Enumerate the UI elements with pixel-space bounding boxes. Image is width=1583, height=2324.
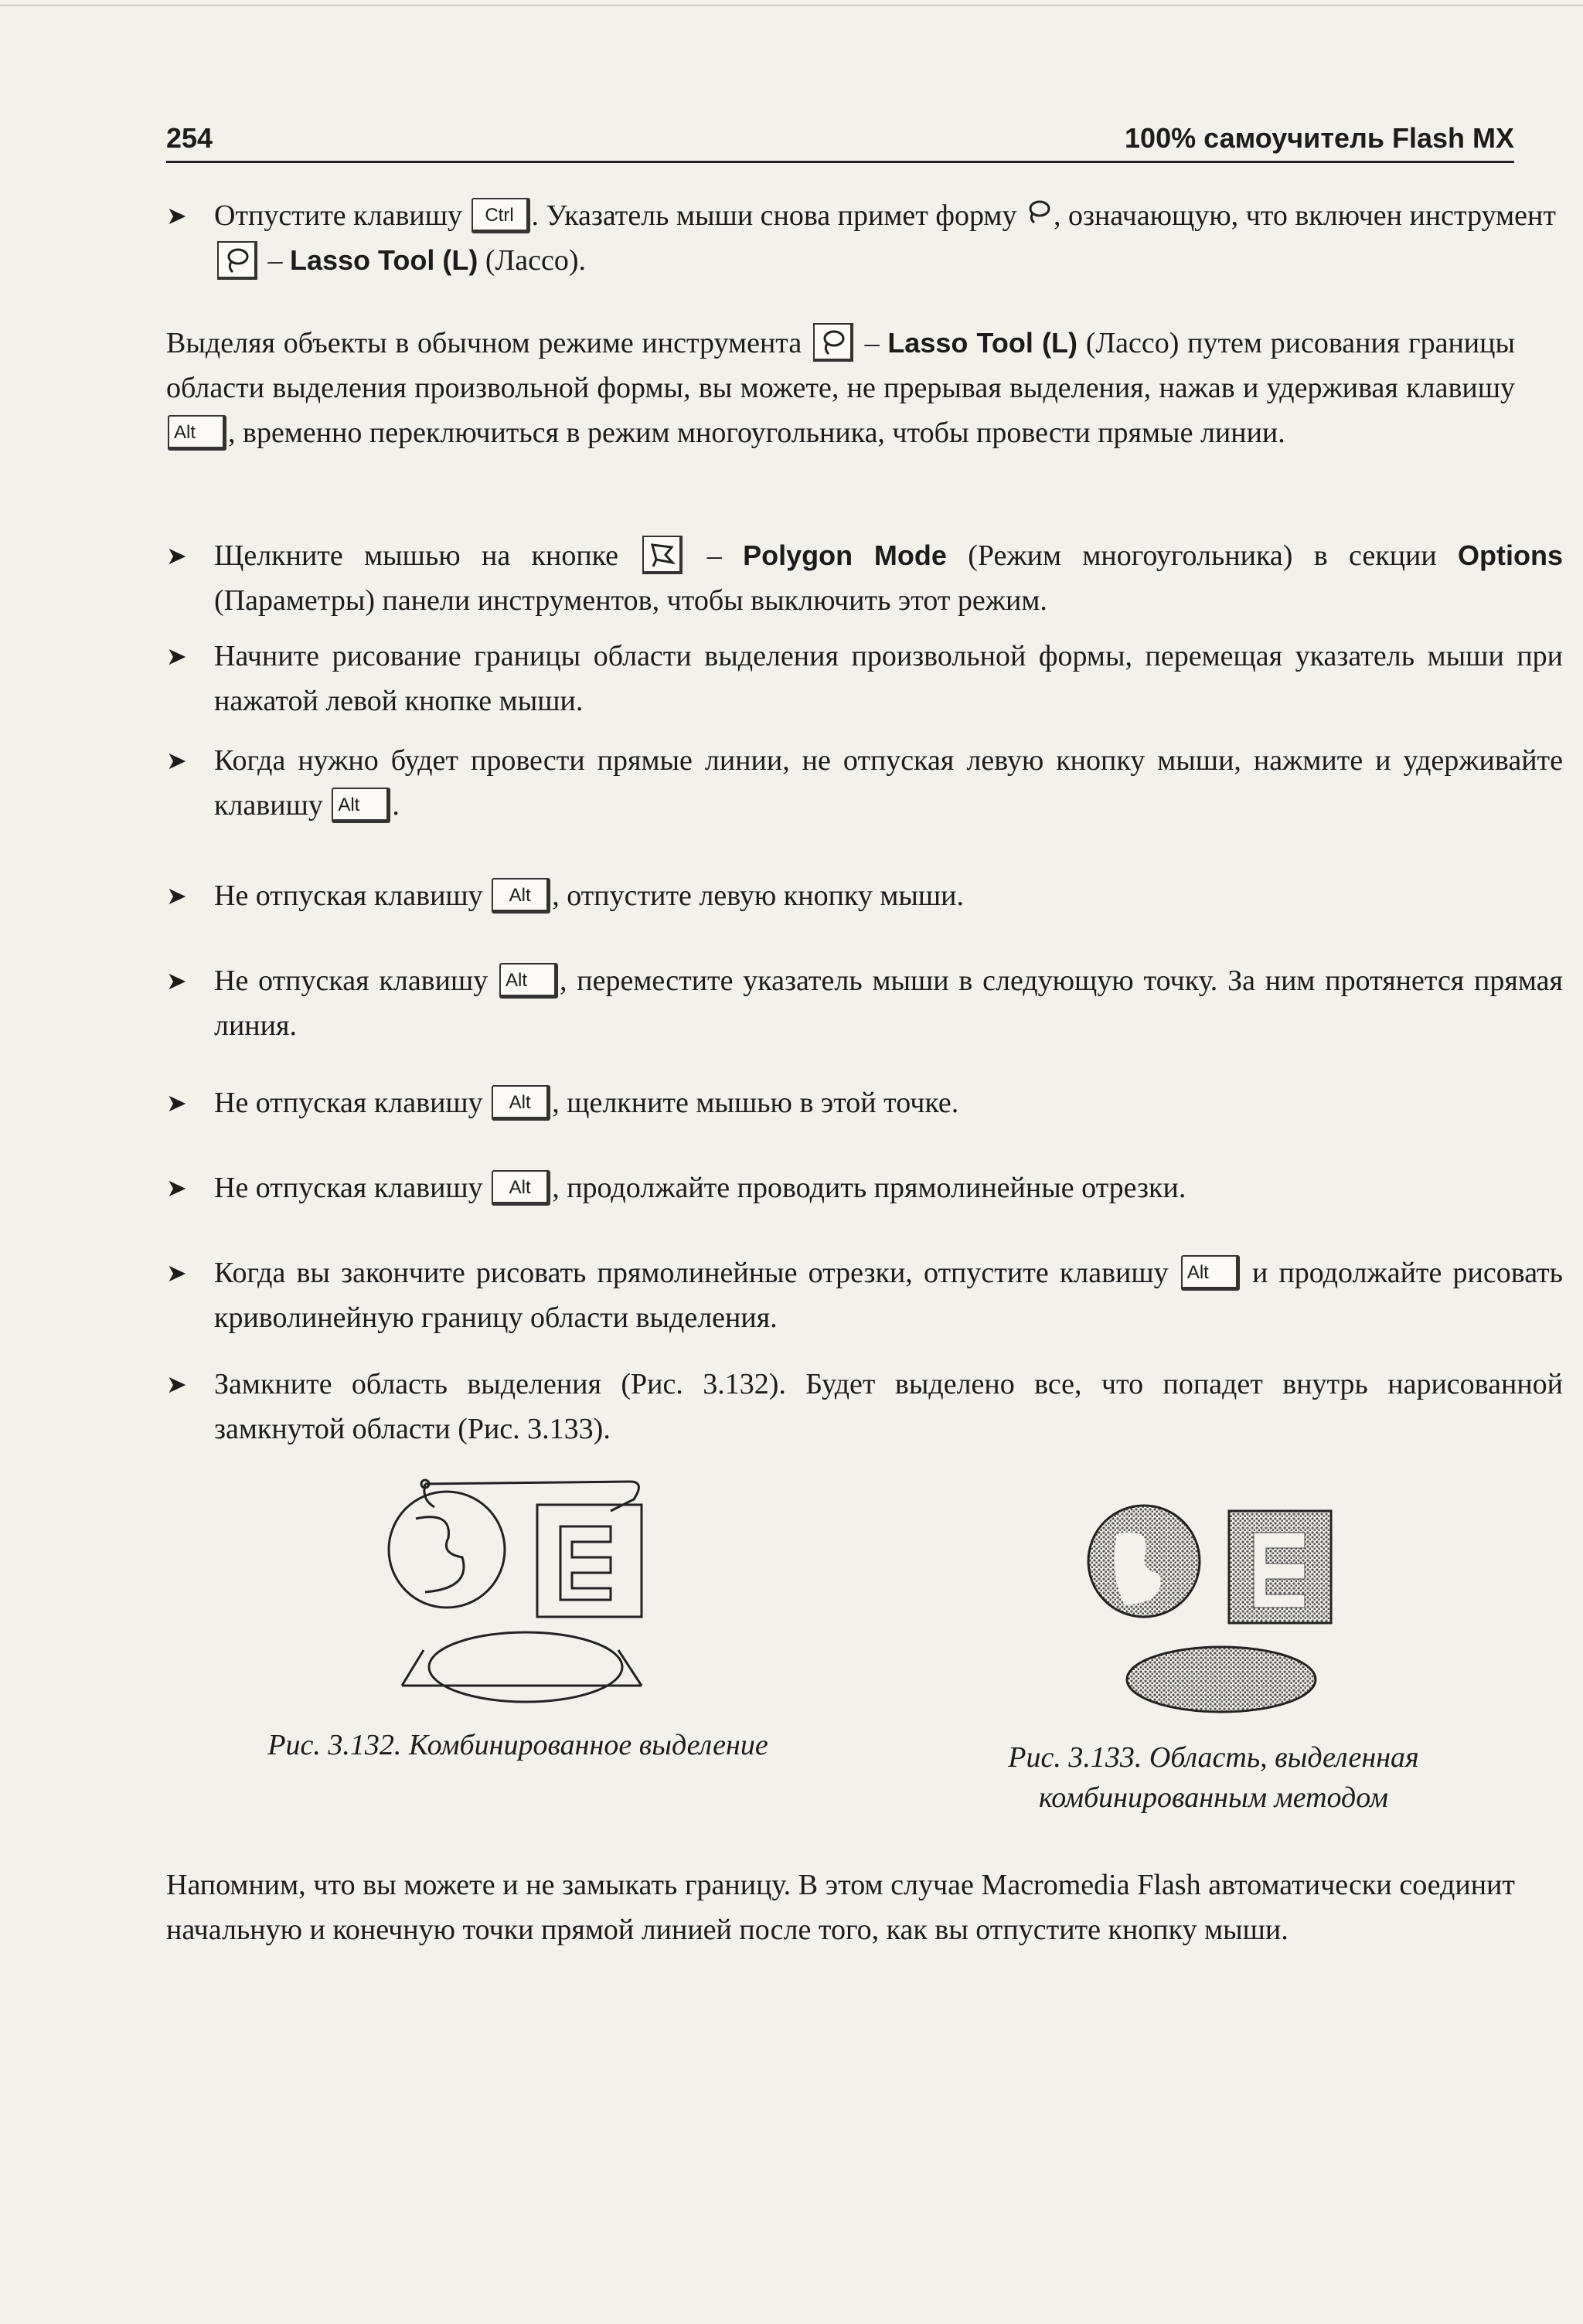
lasso-tool-name: Lasso Tool (L) [887,327,1078,359]
bullet-close-selection: ➤ Замкните область выделения (Рис. 3.132). Будет выделено все, что попадет внутрь нарисованной замкнутой области (Рис. 3.133). [166,1362,1563,1451]
polygon-mode-icon [642,536,683,574]
bullet-hold-alt: ➤ Когда нужно будет провести прямые линии, не отпуская левую кнопку мыши, нажмите и удерживайте клавишу Alt . [166,738,1563,828]
scan-edge-line [0,5,1583,6]
caption-line: комбинированным методом [1038,1781,1389,1814]
paragraph-lasso-intro: Выделяя объекты в обычном режиме инструмента – Lasso Tool (L) (Лассо) путем рисования границы области выделения произвольной формы, вы можете, не прерывая выделения, нажав и удерживая клавишу Alt , временно переключиться в режим многоугольника, чтобы провести прямые линии. [166,321,1515,455]
bullet-move-pointer: ➤ Не отпуская клавишу Alt , переместите указатель мыши в следующую точку. За ним протянется прямая линия. [166,958,1563,1048]
page-header [166,114,1514,163]
book-title: 100% самоучитель Flash MX [1125,122,1514,154]
figure-3-132-caption: Рис. 3.132. Комбинированное выделение [267,1729,768,1761]
figure-3-133-caption [912,1737,1515,1818]
alt-key: Alt [492,878,550,914]
ctrl-key: Ctrl [471,198,530,233]
alt-key: Alt [499,963,558,999]
alt-key: Alt [1181,1255,1240,1291]
options-section-name: Options [1458,539,1564,571]
alt-key: Alt [492,1170,550,1206]
lasso-tool-name: Lasso Tool (L) [290,244,478,277]
bullet-arrow-icon: ➤ [166,1088,187,1118]
bullet-arrow-icon: ➤ [166,541,187,570]
lasso-tool-icon [217,241,257,280]
bullet-arrow-icon: ➤ [166,201,187,230]
paragraph-open-boundary: Напомним, что вы можете и не замыкать границу. В этом случае Macromedia Flash автоматически соединит начальную и конечную точки прямой линией после того, как вы отпустите кнопку мыши. [166,1869,1515,1946]
bullet-finish-segments: ➤ Когда вы закончите рисовать прямолинейные отрезки, отпустите клавишу Alt и продолжайте рисовать криволинейную границу области выделения. [166,1250,1563,1340]
alt-key: Alt [332,788,390,823]
figure-3-132 [379,1465,672,1723]
bullet-release-ctrl: ➤ Отпустите клавишу Ctrl . Указатель мыши снова примет форму , означающую, что включен инструмент – Lasso Tool (L) (Лассо). [166,193,1563,283]
lasso-cursor-icon [1026,193,1052,238]
bullet-continue-segments: ➤ Не отпуская клавишу Alt , продолжайте проводить прямолинейные отрезки. [166,1165,1563,1210]
page-number: 254 [166,122,213,154]
figure-3-133 [1074,1480,1353,1723]
bullet-arrow-icon: ➤ [166,1370,187,1399]
bullet-start-drawing: ➤ Начните рисование границы области выделения произвольной формы, перемещая указатель мыши при нажатой левой кнопке мыши. [166,634,1563,723]
alt-key: Alt [492,1085,550,1121]
bullet-arrow-icon: ➤ [166,746,187,775]
bullet-arrow-icon: ➤ [166,641,187,671]
bullet-release-mouse: ➤ Не отпуская клавишу Alt , отпустите левую кнопку мыши. [166,873,1563,918]
alt-key: Alt [168,415,226,451]
bullet-arrow-icon: ➤ [166,1258,187,1288]
lasso-tool-icon [813,323,853,362]
caption-line: Рис. 3.133. Область, выделенная [1008,1741,1419,1774]
bullet-polygon-mode: ➤ Щелкните мышью на кнопке – Polygon Mode (Режим многоугольника) в секции Options (Параметры) панели инструментов, чтобы выключить этот режим. [166,533,1563,623]
bullet-arrow-icon: ➤ [166,966,187,995]
polygon-mode-name: Polygon Mode [743,539,947,571]
bullet-arrow-icon: ➤ [166,1173,187,1203]
bullet-arrow-icon: ➤ [166,881,187,910]
bullet-click-point: ➤ Не отпуская клавишу Alt , щелкните мышью в этой точке. [166,1080,1563,1125]
